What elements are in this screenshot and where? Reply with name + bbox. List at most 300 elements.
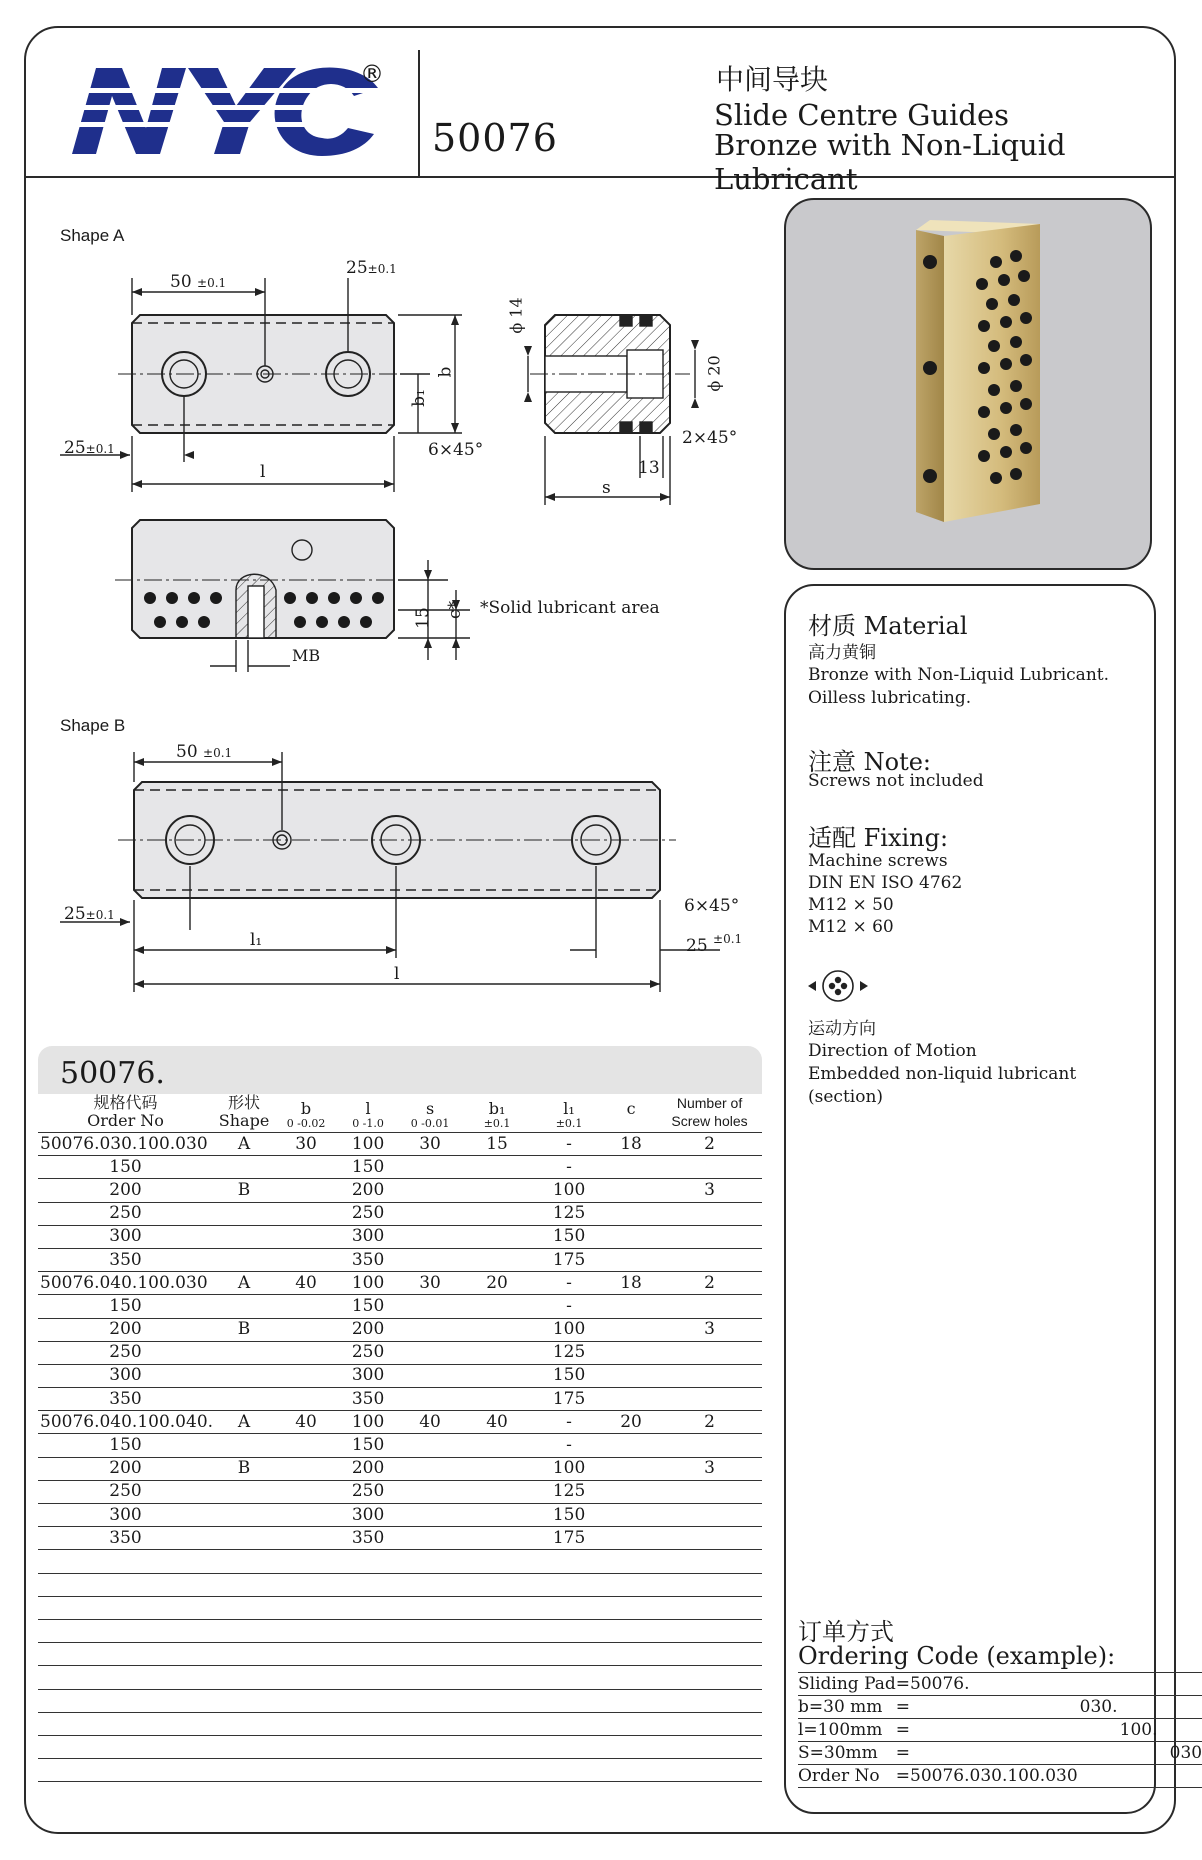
table-row	[38, 1272, 762, 1295]
table-cell	[461, 1295, 533, 1318]
table-cell: B	[213, 1457, 275, 1480]
table-cell	[657, 1295, 762, 1318]
table-cell	[533, 1550, 605, 1573]
motion-en: Direction of Motion	[808, 1041, 977, 1061]
table-cell	[337, 1596, 399, 1619]
dim-s: s	[602, 478, 611, 498]
table-cell: 200	[337, 1179, 399, 1202]
table-cell: -	[533, 1133, 605, 1156]
dim-phi14: ϕ 14	[506, 297, 526, 334]
ordering-cell: l=100mm	[798, 1719, 896, 1742]
table-row	[38, 1666, 762, 1689]
dim-13: 13	[638, 458, 660, 478]
table-cell: -	[533, 1411, 605, 1434]
table-cell: A	[213, 1133, 275, 1156]
table-cell	[275, 1225, 337, 1248]
table-cell	[461, 1457, 533, 1480]
table-cell	[213, 1759, 275, 1782]
table-cell: 2	[657, 1411, 762, 1434]
table-cell	[533, 1573, 605, 1596]
ordering-cell: =50076.030.100.030	[895, 1766, 1078, 1786]
table-cell: 250	[38, 1202, 213, 1225]
table-cell	[275, 1388, 337, 1411]
table-cell	[461, 1248, 533, 1271]
table-cell: -	[533, 1272, 605, 1295]
motion-text-2: Embedded non-liquid lubricant	[808, 1064, 1077, 1084]
table-cell: 50076.030.100.030	[38, 1133, 213, 1156]
table-cell: 100	[533, 1179, 605, 1202]
table-cell: 300	[337, 1504, 399, 1527]
table-cell	[213, 1666, 275, 1689]
col-l: l 0 -1.0	[337, 1094, 399, 1133]
table-cell	[213, 1225, 275, 1248]
ordering-row	[798, 1673, 1202, 1696]
table-cell	[605, 1504, 657, 1527]
note-title: 注意 Note:	[808, 748, 932, 776]
table-cell: 150	[38, 1156, 213, 1179]
table-cell	[275, 1619, 337, 1642]
table-cell: 150	[337, 1156, 399, 1179]
table-cell	[213, 1364, 275, 1387]
table-cell: 3	[657, 1179, 762, 1202]
table-cell: 150	[533, 1504, 605, 1527]
table-cell	[657, 1550, 762, 1573]
table-cell	[657, 1388, 762, 1411]
table-cell	[461, 1202, 533, 1225]
table-row	[38, 1388, 762, 1411]
table-cell	[213, 1388, 275, 1411]
table-cell: 250	[38, 1480, 213, 1503]
table-cell	[461, 1341, 533, 1364]
motion-cn: 运动方向	[808, 1019, 876, 1039]
table-cell	[275, 1643, 337, 1666]
table-cell	[275, 1527, 337, 1550]
dim-6x45-a: 6×45°	[428, 440, 484, 460]
table-cell	[399, 1759, 461, 1782]
ordering-cell: S=30mm	[798, 1742, 896, 1765]
table-cell	[461, 1689, 533, 1712]
table-cell	[275, 1179, 337, 1202]
table-cell	[533, 1596, 605, 1619]
table-cell	[213, 1480, 275, 1503]
table-cell	[605, 1759, 657, 1782]
table-cell	[275, 1573, 337, 1596]
table-cell	[399, 1643, 461, 1666]
table-cell	[275, 1689, 337, 1712]
ordering-cell	[1078, 1673, 1202, 1696]
dim-c: c*	[445, 600, 466, 620]
table-cell	[213, 1156, 275, 1179]
dim-50-a: 50 ±0.1	[170, 272, 227, 292]
table-cell	[605, 1388, 657, 1411]
table-row	[38, 1480, 762, 1503]
table-cell	[533, 1619, 605, 1642]
table-cell	[275, 1735, 337, 1758]
table-cell	[605, 1527, 657, 1550]
table-cell	[38, 1619, 213, 1642]
table-cell	[461, 1527, 533, 1550]
dim-25-left-a: 25±0.1	[64, 438, 115, 458]
table-row	[38, 1550, 762, 1573]
table-cell: 100	[533, 1457, 605, 1480]
table-row	[38, 1643, 762, 1666]
table-cell: 150	[38, 1434, 213, 1457]
table-cell	[275, 1712, 337, 1735]
table-cell: 100	[533, 1318, 605, 1341]
table-row	[38, 1341, 762, 1364]
table-cell	[399, 1202, 461, 1225]
ordering-title-en: Ordering Code (example):	[798, 1642, 1116, 1670]
table-cell	[605, 1619, 657, 1642]
table-cell: 20	[605, 1411, 657, 1434]
col-b1: b₁ ±0.1	[461, 1094, 533, 1133]
table-cell: 50076.040.100.030	[38, 1272, 213, 1295]
table-cell: 200	[38, 1318, 213, 1341]
table-cell: 300	[38, 1364, 213, 1387]
table-cell	[38, 1596, 213, 1619]
table-cell: 3	[657, 1457, 762, 1480]
fixing-line-3: M12 × 50	[808, 895, 894, 915]
table-cell	[605, 1480, 657, 1503]
dim-l-b: l	[394, 964, 400, 984]
table-cell	[461, 1573, 533, 1596]
fixing-title: 适配 Fixing:	[808, 824, 949, 852]
table-cell: 175	[533, 1388, 605, 1411]
table-cell	[399, 1364, 461, 1387]
ordering-row	[798, 1765, 1202, 1788]
ordering-cell: =	[896, 1742, 1078, 1765]
table-cell	[657, 1596, 762, 1619]
table-cell	[605, 1689, 657, 1712]
table-cell	[213, 1248, 275, 1271]
title-english-2: Bronze with Non-Liquid Lubricant	[714, 128, 1066, 196]
col-s: s 0 -0.01	[399, 1094, 461, 1133]
table-cell	[657, 1735, 762, 1758]
table-cell	[657, 1156, 762, 1179]
table-cell	[399, 1457, 461, 1480]
table-cell	[275, 1364, 337, 1387]
table-cell: 175	[533, 1527, 605, 1550]
fixing-line-1: Machine screws	[808, 851, 948, 871]
material-title: 材质 Material	[808, 612, 968, 640]
ordering-cell: 030	[1078, 1742, 1202, 1765]
registered-mark: ®	[360, 60, 384, 88]
table-cell	[461, 1318, 533, 1341]
table-cell	[461, 1156, 533, 1179]
table-cell: 3	[657, 1318, 762, 1341]
table-row	[38, 1202, 762, 1225]
table-cell	[399, 1295, 461, 1318]
table-cell	[461, 1735, 533, 1758]
table-cell: 50076.040.100.040.	[38, 1411, 213, 1434]
title-chinese: 中间导块	[716, 63, 829, 96]
table-cell	[533, 1712, 605, 1735]
table-row	[38, 1573, 762, 1596]
table-cell	[213, 1527, 275, 1550]
table-cell: 250	[38, 1341, 213, 1364]
shape-a-label: Shape A	[60, 226, 125, 245]
table-cell: A	[213, 1272, 275, 1295]
table-cell: 300	[337, 1225, 399, 1248]
table-row	[38, 1712, 762, 1735]
table-cell	[533, 1759, 605, 1782]
table-cell	[657, 1619, 762, 1642]
table-cell: 300	[38, 1504, 213, 1527]
ordering-row	[798, 1719, 1202, 1742]
dim-25-left-b: 25±0.1	[64, 904, 115, 924]
bronze-block-image	[786, 200, 1154, 572]
table-cell: 100	[337, 1272, 399, 1295]
table-cell: 40	[461, 1411, 533, 1434]
table-cell: 150	[533, 1225, 605, 1248]
table-cell	[657, 1341, 762, 1364]
table-cell	[461, 1504, 533, 1527]
table-cell	[399, 1504, 461, 1527]
table-cell	[399, 1666, 461, 1689]
col-order-no: 规格代码 Order No	[38, 1094, 213, 1133]
table-cell	[605, 1295, 657, 1318]
table-row	[38, 1318, 762, 1341]
table-cell	[213, 1550, 275, 1573]
table-cell	[275, 1480, 337, 1503]
table-cell: 250	[337, 1341, 399, 1364]
table-cell: 200	[38, 1457, 213, 1480]
table-cell: 300	[38, 1225, 213, 1248]
table-cell: 200	[38, 1179, 213, 1202]
table-cell	[461, 1550, 533, 1573]
table-cell	[399, 1248, 461, 1271]
table-cell	[275, 1248, 337, 1271]
table-cell: 200	[337, 1457, 399, 1480]
table-cell	[399, 1712, 461, 1735]
direction-of-motion-icon	[806, 966, 870, 1006]
lubricant-note: *Solid lubricant area	[480, 598, 660, 618]
ordering-title-cn: 订单方式	[798, 1618, 894, 1646]
technical-drawing	[0, 0, 790, 1030]
spec-table	[38, 1094, 762, 1782]
table-row	[38, 1411, 762, 1434]
table-row	[38, 1133, 762, 1156]
material-en-1: Bronze with Non-Liquid Lubricant.	[808, 665, 1110, 685]
table-cell	[213, 1202, 275, 1225]
table-cell	[605, 1712, 657, 1735]
table-cell: 150	[337, 1295, 399, 1318]
table-cell	[38, 1643, 213, 1666]
table-cell	[38, 1550, 213, 1573]
table-cell	[337, 1550, 399, 1573]
dim-phi20: ϕ 20	[704, 355, 724, 392]
dim-25-top-a: 25±0.1	[346, 258, 397, 278]
table-cell	[605, 1643, 657, 1666]
table-cell: 300	[337, 1364, 399, 1387]
table-cell: 2	[657, 1272, 762, 1295]
ordering-row	[798, 1696, 1202, 1719]
table-cell	[337, 1666, 399, 1689]
table-row	[38, 1364, 762, 1387]
col-screw-holes: Number of Screw holes	[657, 1094, 762, 1133]
table-cell: 150	[533, 1364, 605, 1387]
table-cell	[657, 1364, 762, 1387]
table-cell	[275, 1596, 337, 1619]
table-cell	[657, 1712, 762, 1735]
table-cell	[275, 1759, 337, 1782]
table-cell: 125	[533, 1341, 605, 1364]
table-cell	[213, 1295, 275, 1318]
table-cell	[461, 1596, 533, 1619]
table-cell: 100	[337, 1411, 399, 1434]
table-cell: -	[533, 1156, 605, 1179]
table-row	[38, 1759, 762, 1782]
table-cell	[275, 1156, 337, 1179]
table-row	[38, 1619, 762, 1642]
table-cell	[605, 1666, 657, 1689]
table-cell	[461, 1666, 533, 1689]
table-cell	[605, 1202, 657, 1225]
ordering-cell: Order No	[798, 1765, 896, 1788]
table-cell	[213, 1341, 275, 1364]
table-cell	[657, 1434, 762, 1457]
table-cell	[461, 1434, 533, 1457]
col-shape: 形状 Shape	[213, 1094, 275, 1133]
dim-15: 15	[412, 607, 433, 629]
table-cell	[213, 1735, 275, 1758]
table-cell	[399, 1341, 461, 1364]
table-cell	[461, 1759, 533, 1782]
table-cell	[657, 1643, 762, 1666]
table-cell	[399, 1527, 461, 1550]
table-cell	[605, 1596, 657, 1619]
table-cell	[275, 1295, 337, 1318]
table-cell	[399, 1318, 461, 1341]
table-cell	[399, 1735, 461, 1758]
table-cell	[399, 1156, 461, 1179]
table-cell	[38, 1689, 213, 1712]
table-cell	[605, 1156, 657, 1179]
table-row	[38, 1179, 762, 1202]
table-cell: 350	[337, 1388, 399, 1411]
table-row	[38, 1596, 762, 1619]
table-cell: 30	[399, 1272, 461, 1295]
table-cell: 30	[275, 1133, 337, 1156]
table-cell	[533, 1643, 605, 1666]
table-cell	[605, 1735, 657, 1758]
table-row	[38, 1156, 762, 1179]
dim-mb: MB	[292, 646, 321, 665]
table-cell	[657, 1759, 762, 1782]
table-cell	[38, 1735, 213, 1758]
table-cell: 40	[275, 1411, 337, 1434]
table-cell	[337, 1735, 399, 1758]
table-cell	[213, 1504, 275, 1527]
table-cell	[605, 1318, 657, 1341]
note-text: Screws not included	[808, 771, 984, 791]
table-row	[38, 1527, 762, 1550]
table-cell	[657, 1202, 762, 1225]
table-row	[38, 1295, 762, 1318]
table-cell	[213, 1573, 275, 1596]
table-cell	[213, 1619, 275, 1642]
ordering-cell	[1078, 1765, 1202, 1788]
table-cell: 350	[38, 1388, 213, 1411]
table-row	[38, 1434, 762, 1457]
spec-table-title: 50076.	[60, 1056, 165, 1091]
ordering-cell: Sliding Pad	[798, 1674, 896, 1694]
table-cell: A	[213, 1411, 275, 1434]
table-cell	[399, 1689, 461, 1712]
ordering-cell: =50076.	[896, 1673, 1078, 1696]
table-cell	[213, 1689, 275, 1712]
dim-2x45: 2×45°	[682, 428, 738, 448]
ordering-cell: 030.	[1078, 1696, 1202, 1719]
table-cell	[657, 1248, 762, 1271]
table-row	[38, 1689, 762, 1712]
table-cell	[657, 1689, 762, 1712]
table-cell: 100	[337, 1133, 399, 1156]
product-photo	[784, 198, 1152, 570]
table-cell: 350	[38, 1248, 213, 1271]
table-cell	[399, 1388, 461, 1411]
table-cell	[461, 1643, 533, 1666]
table-cell: B	[213, 1179, 275, 1202]
table-cell	[275, 1457, 337, 1480]
table-cell: 200	[337, 1318, 399, 1341]
table-cell	[213, 1434, 275, 1457]
table-cell	[399, 1179, 461, 1202]
table-cell: -	[533, 1434, 605, 1457]
table-cell	[275, 1434, 337, 1457]
ordering-cell: b=30 mm	[798, 1696, 896, 1719]
table-cell	[657, 1527, 762, 1550]
table-cell	[337, 1619, 399, 1642]
table-cell	[399, 1550, 461, 1573]
table-cell	[605, 1225, 657, 1248]
ordering-cell: 100.	[1078, 1719, 1202, 1742]
table-cell	[657, 1225, 762, 1248]
table-cell	[275, 1550, 337, 1573]
table-cell	[399, 1619, 461, 1642]
table-cell	[605, 1364, 657, 1387]
table-cell: 175	[533, 1248, 605, 1271]
material-cn: 高力黄铜	[808, 643, 876, 663]
fixing-line-4: M12 × 60	[808, 917, 894, 937]
table-row	[38, 1225, 762, 1248]
table-cell	[605, 1434, 657, 1457]
product-code: 50076	[432, 116, 558, 160]
table-cell	[275, 1202, 337, 1225]
table-row	[38, 1248, 762, 1271]
table-cell	[461, 1179, 533, 1202]
table-cell	[38, 1666, 213, 1689]
table-cell: 350	[337, 1248, 399, 1271]
shape-b-top-view	[60, 752, 720, 992]
table-cell	[337, 1689, 399, 1712]
table-cell	[461, 1225, 533, 1248]
dim-50-b: 50 ±0.1	[176, 742, 233, 762]
table-row	[38, 1457, 762, 1480]
table-cell	[461, 1364, 533, 1387]
shape-b-label: Shape B	[60, 716, 126, 735]
table-cell	[533, 1666, 605, 1689]
table-cell: 30	[399, 1133, 461, 1156]
table-cell: 40	[399, 1411, 461, 1434]
table-cell: 18	[605, 1133, 657, 1156]
table-cell: 20	[461, 1272, 533, 1295]
table-cell: 125	[533, 1480, 605, 1503]
ordering-cell: =	[896, 1719, 1078, 1742]
table-cell	[657, 1666, 762, 1689]
table-cell	[337, 1712, 399, 1735]
ordering-row	[798, 1742, 1202, 1765]
